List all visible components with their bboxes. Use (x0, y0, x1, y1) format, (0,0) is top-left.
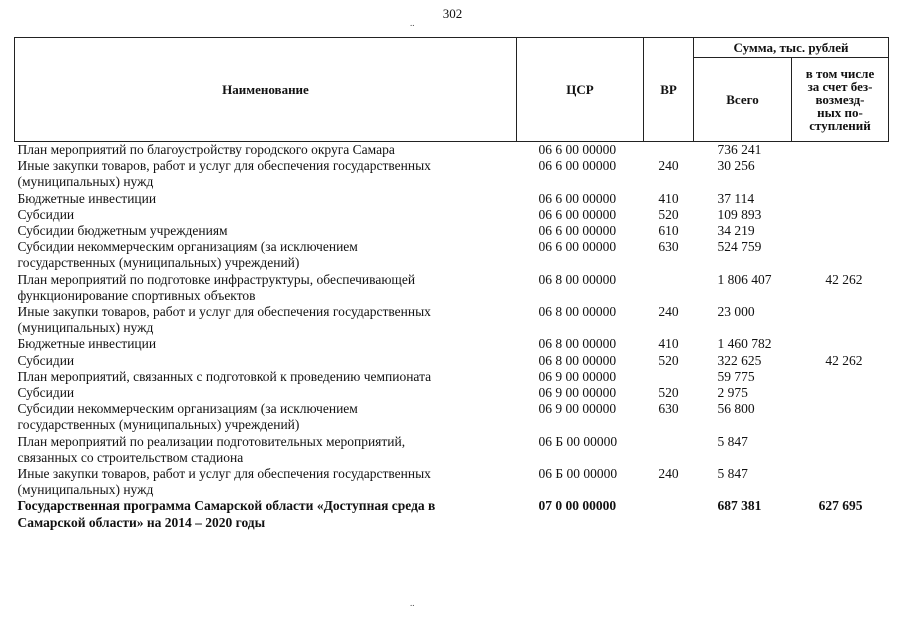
row-bezv (792, 223, 889, 239)
row-bezv (792, 191, 889, 207)
table-row (15, 239, 889, 271)
row-vr: 610 (658, 223, 679, 239)
row-csr: 06 8 00 00000 (538, 304, 617, 320)
row-bezv (792, 369, 889, 385)
row-csr: 06 9 00 00000 (538, 401, 617, 417)
row-name: Иные закупки товаров, работ и услуг для обеспечения государственных (муниципальных) нужд (17, 466, 431, 498)
row-bezv (792, 401, 889, 433)
header-vr: ВР (644, 38, 694, 142)
header-sum: Сумма, тыс. рублей (694, 38, 889, 58)
row-total: 322 625 (717, 352, 762, 368)
row-csr: 06 6 00 00000 (538, 190, 617, 206)
table-row (15, 158, 889, 190)
row-name: Государственная программа Самарской области «Доступная среда в Самарской области» на 2014 – 2020 годы (17, 498, 436, 530)
row-csr: 06 9 00 00000 (538, 368, 617, 384)
row-csr: 06 8 00 00000 (538, 352, 617, 368)
row-name: План мероприятий по реализации подготовительных мероприятий, связанных со строительством стадиона (17, 433, 406, 465)
row-csr: 06 8 00 00000 (538, 336, 617, 352)
row-total: 109 893 (717, 206, 762, 222)
row-vr: 240 (658, 304, 679, 320)
row-vr: 630 (658, 239, 679, 255)
table-row (15, 466, 889, 498)
row-bezv (792, 385, 889, 401)
row-csr: 06 6 00 00000 (538, 223, 617, 239)
header-name: Наименование (15, 38, 517, 142)
table-row (15, 191, 889, 207)
row-bezv: 627 695 (818, 498, 863, 514)
row-total: 5 847 (717, 466, 748, 482)
row-vr (644, 498, 694, 530)
row-vr: 520 (658, 352, 679, 368)
row-name: Бюджетные инвестиции (17, 336, 157, 352)
table-row (15, 498, 889, 530)
row-vr (644, 369, 694, 385)
row-bezv: 42 262 (825, 352, 863, 368)
table-row (15, 434, 889, 466)
row-csr: 06 6 00 00000 (538, 239, 617, 255)
row-total: 23 000 (717, 304, 755, 320)
row-name: Субсидии бюджетным учреждениям (17, 223, 228, 239)
row-csr: 06 Б 00 00000 (538, 433, 618, 449)
row-total: 687 381 (717, 498, 762, 514)
row-total: 30 256 (717, 158, 755, 174)
row-name: Субсидии некоммерческим организациям (за исключением государственных (муниципальных) учреждений) (17, 401, 358, 433)
table-row (15, 385, 889, 401)
row-bezv (792, 466, 889, 498)
table-row (15, 207, 889, 223)
row-vr: 630 (658, 401, 679, 417)
row-vr: 240 (658, 466, 679, 482)
row-name: План мероприятий, связанных с подготовкой к проведению чемпионата (17, 368, 432, 384)
row-bezv (792, 207, 889, 223)
page-number: 302 (442, 6, 463, 21)
row-bezv (792, 158, 889, 190)
table-row (15, 336, 889, 352)
row-total: 34 219 (717, 223, 755, 239)
row-total: 524 759 (717, 239, 762, 255)
row-total: 37 114 (717, 190, 755, 206)
row-csr: 07 0 00 00000 (538, 498, 617, 514)
row-name: Бюджетные инвестиции (17, 190, 157, 206)
row-vr: 240 (658, 158, 679, 174)
row-name: Субсидии некоммерческим организациям (за исключением государственных (муниципальных) учреждений) (17, 239, 358, 271)
table-body (15, 142, 889, 531)
row-bezv (792, 239, 889, 271)
row-name: Иные закупки товаров, работ и услуг для обеспечения государственных (муниципальных) нужд (17, 304, 431, 336)
row-name: План мероприятий по благоустройству городского округа Самара (17, 142, 395, 157)
table-row (15, 142, 889, 159)
table-header (15, 38, 889, 142)
row-name: Субсидии (17, 385, 75, 401)
header-total: Всего (694, 58, 792, 142)
row-vr: 520 (658, 206, 679, 222)
row-total: 1 806 407 (717, 271, 772, 287)
table-row (15, 272, 889, 304)
row-csr: 06 6 00 00000 (538, 142, 617, 157)
scan-mark: .. (410, 598, 415, 608)
row-name: План мероприятий по подготовке инфраструктуры, обеспечивающей функционирование спортивных объектов (17, 271, 416, 303)
row-name: Иные закупки товаров, работ и услуг для обеспечения государственных (муниципальных) нужд (17, 158, 431, 190)
header-bezv: в том числе за счет без- возмезд- ных по- ступлений (792, 58, 889, 142)
row-bezv (792, 434, 889, 466)
table-row (15, 401, 889, 433)
row-total: 56 800 (717, 401, 755, 417)
row-total: 736 241 (717, 142, 762, 157)
row-bezv: 42 262 (825, 271, 863, 287)
header-csr: ЦСР (517, 38, 644, 142)
row-csr: 06 8 00 00000 (538, 271, 617, 287)
scan-mark: .. (410, 18, 415, 28)
row-vr: 410 (658, 336, 679, 352)
row-vr (644, 434, 694, 466)
row-csr: 06 6 00 00000 (538, 206, 617, 222)
row-vr (644, 142, 694, 159)
row-total: 59 775 (717, 368, 755, 384)
row-total: 1 460 782 (717, 336, 772, 352)
row-total: 2 975 (717, 385, 748, 401)
row-vr: 410 (658, 190, 679, 206)
row-name: Субсидии (17, 206, 75, 222)
row-csr: 06 Б 00 00000 (538, 466, 618, 482)
row-csr: 06 6 00 00000 (538, 158, 617, 174)
row-vr: 520 (658, 385, 679, 401)
row-vr (644, 272, 694, 304)
table-row (15, 369, 889, 385)
row-bezv (792, 304, 889, 336)
table-row (15, 223, 889, 239)
table-row (15, 304, 889, 336)
row-bezv (792, 142, 889, 159)
row-name: Субсидии (17, 352, 75, 368)
row-csr: 06 9 00 00000 (538, 385, 617, 401)
budget-table (14, 37, 889, 531)
table-row (15, 353, 889, 369)
row-total: 5 847 (717, 433, 748, 449)
row-bezv (792, 336, 889, 352)
